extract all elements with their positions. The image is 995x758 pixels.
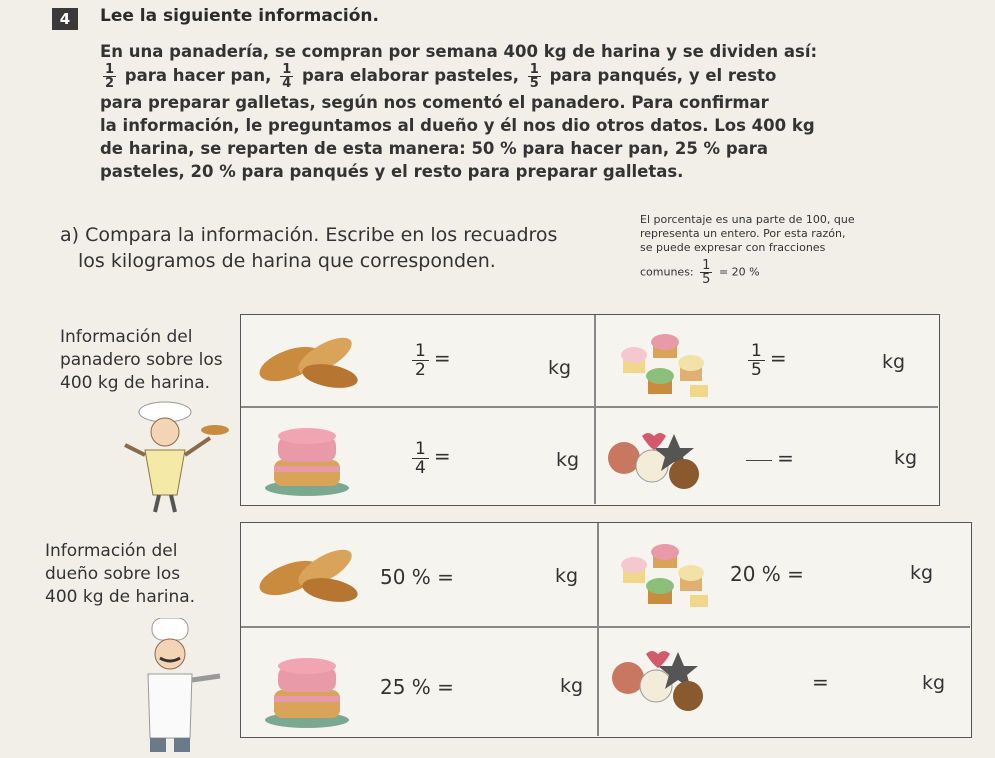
baker-cookies-blank-fraction[interactable] <box>746 460 772 461</box>
intro-line-4: la información, le preguntamos al dueño y él nos dio otros datos. Los 400 kg <box>100 116 815 135</box>
note-line-4: comunes: $\frac{1}{5}$ = 20 % <box>640 258 760 287</box>
bread-icon <box>255 326 365 394</box>
percentage-note <box>640 213 930 286</box>
baker-cakes-fraction: $\frac{1}{4}$ <box>412 440 429 477</box>
note-line-2: representa un entero. Por esta razón, <box>640 227 846 240</box>
owner-cakes-percent: 25 % <box>380 675 431 699</box>
question-a <box>60 222 557 274</box>
baker-bread-expression: $\frac{1}{2}$ = <box>412 342 451 379</box>
cookies-icon <box>604 428 704 494</box>
cupcakes-icon <box>618 330 713 400</box>
baker-muffins-expression: $\frac{1}{5}$ = <box>748 342 787 379</box>
owner-muffins-unit: kg <box>910 562 934 584</box>
baker-illustration <box>115 400 235 515</box>
owner-table-row-divider <box>241 626 970 628</box>
baker-bread-unit: kg <box>548 357 572 379</box>
baker-muffins-fraction: $\frac{1}{5}$ <box>748 342 765 379</box>
owner-illustration <box>120 618 235 753</box>
cookies-icon <box>608 646 708 716</box>
owner-bread-unit: kg <box>555 565 579 587</box>
owner-bread-percent: 50 % <box>380 565 431 589</box>
cake-icon <box>262 646 352 730</box>
owner-cakes-unit: kg <box>560 675 584 697</box>
cake-icon <box>262 418 352 498</box>
fraction-half: $\frac{1}{2}$ <box>105 62 115 91</box>
question-a-line-2: los kilogramos de harina que corresponden. <box>78 250 496 272</box>
intro-line-6: pasteles, 20 % para panqués y el resto para preparar galletas. <box>100 162 684 181</box>
baker-muffins-unit: kg <box>882 351 906 373</box>
baker-cookies-expression: = <box>746 446 794 470</box>
owner-cookies-unit: kg <box>922 672 946 694</box>
owner-table-col-divider <box>597 523 599 736</box>
owner-muffins-expression: 20 % = <box>730 562 804 586</box>
baker-cakes-expression: $\frac{1}{4}$ = <box>412 440 451 477</box>
problem-number: 4 <box>52 8 78 30</box>
intro-line-3: para preparar galletas, según nos comentó el panadero. Para confirmar <box>100 93 769 112</box>
owner-cookies-expression: = <box>812 670 829 694</box>
owner-bread-expression: 50 % = <box>380 565 454 589</box>
note-fraction: $\frac{1}{5}$ <box>702 258 711 287</box>
baker-cookies-unit: kg <box>894 447 918 469</box>
note-line-1: El porcentaje es una parte de 100, que <box>640 213 855 226</box>
intro-line-1: En una panadería, se compran por semana 400 kg de harina y se dividen así: <box>100 42 818 61</box>
baker-table-col-divider <box>594 315 596 504</box>
intro-line-5: de harina, se reparten de esta manera: 50 % para hacer pan, 25 % para <box>100 139 769 158</box>
fraction-quarter: $\frac{1}{4}$ <box>282 62 292 91</box>
baker-cakes-unit: kg <box>556 449 580 471</box>
owner-cakes-expression: 25 % = <box>380 675 454 699</box>
baker-table-row-divider <box>241 406 938 408</box>
owner-muffins-percent: 20 % <box>730 562 781 586</box>
fraction-fifth: $\frac{1}{5}$ <box>529 62 539 91</box>
question-a-line-1: a) Compara la información. Escribe en los recuadros <box>60 224 558 246</box>
baker-label: Información del panadero sobre los 400 kg de harina. <box>60 327 223 393</box>
bread-icon <box>255 538 365 610</box>
baker-bread-fraction: $\frac{1}{2}$ <box>412 342 429 379</box>
note-line-3: se puede expresar con fracciones <box>640 241 826 254</box>
intro-line-2: $\frac{1}{2}$ para hacer pan, $\frac{1}{4}$ para elaborar pasteles, $\frac{1}{5}$ para panqués, y el resto <box>105 62 777 91</box>
problem-heading: Lee la siguiente información. <box>100 6 379 26</box>
owner-label: Información del dueño sobre los 400 kg de harina. <box>45 541 196 607</box>
cupcakes-icon <box>618 540 713 612</box>
